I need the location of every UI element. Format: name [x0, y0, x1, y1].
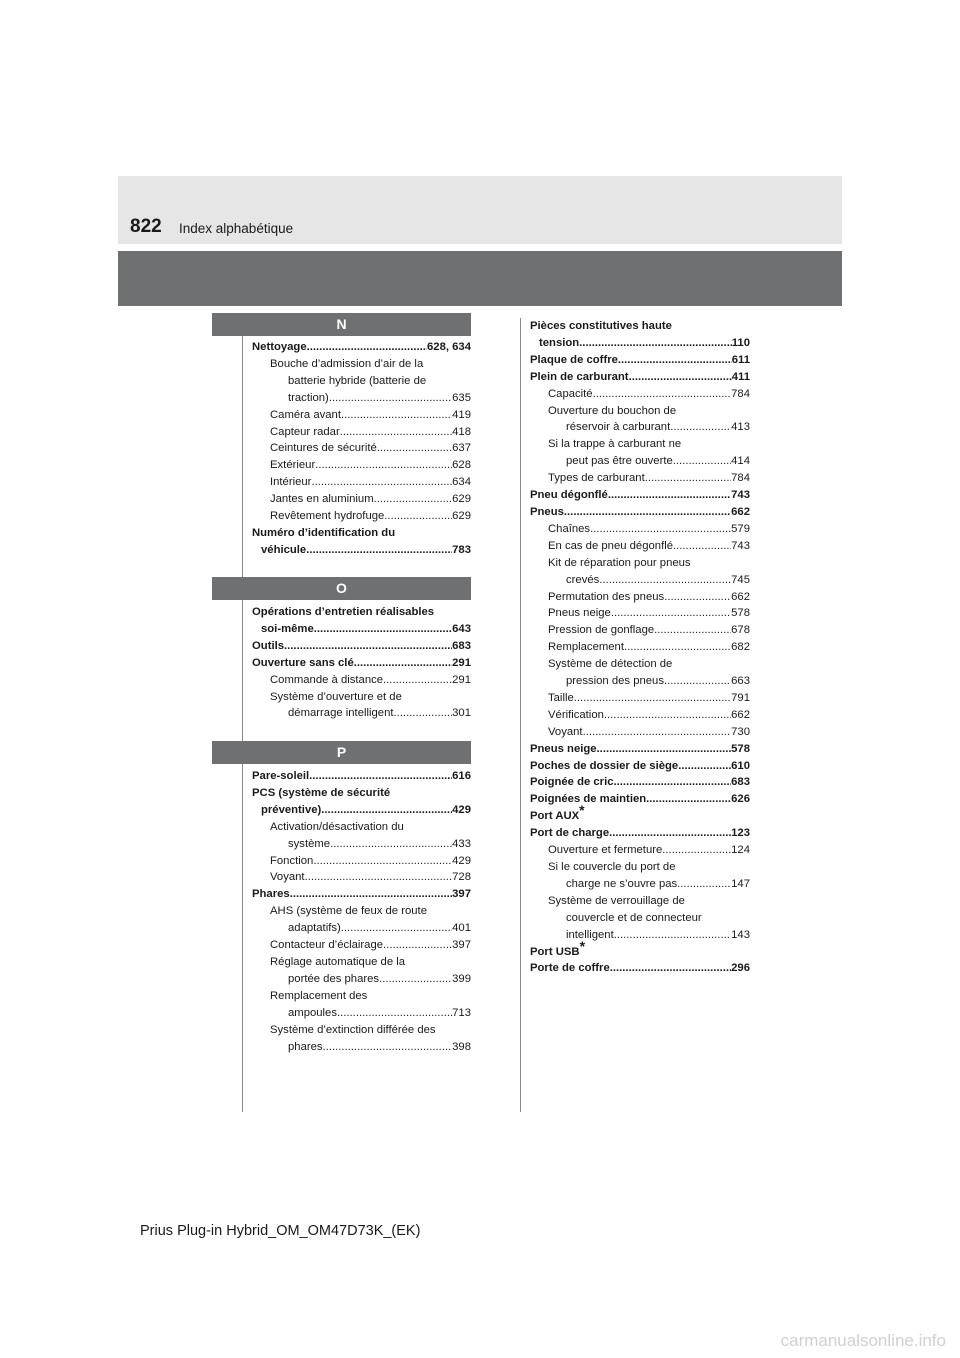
- leader-dots: [579, 335, 732, 352]
- leader-dots: [311, 474, 452, 491]
- leader-dots: [604, 707, 731, 724]
- leader-dots: [678, 758, 731, 775]
- page-ref: 784: [731, 472, 750, 485]
- entry-term: En cas de pneu dégonflé: [548, 539, 673, 552]
- page-ref: 626: [731, 793, 750, 806]
- page-ref: 745: [731, 573, 750, 586]
- entry-term: PCS (système de sécurité: [252, 786, 391, 799]
- index-entry: [530, 937, 750, 961]
- index-subentry: [530, 403, 750, 420]
- leader-dots: [677, 876, 731, 893]
- leader-dots: [614, 927, 731, 944]
- leader-dots: [374, 491, 453, 508]
- page-number: 822: [130, 216, 162, 237]
- page-ref: 743: [731, 539, 750, 552]
- entry-term: pression des pneus: [566, 675, 664, 688]
- page-ref: 301: [452, 707, 471, 720]
- page-ref: 643: [452, 622, 471, 635]
- page-ref: 743: [731, 489, 750, 502]
- entry-term: démarrage intelligent: [288, 707, 394, 720]
- entry-term: Chaînes: [548, 522, 591, 535]
- entry-term: Bouche d’admission d’air de la: [270, 357, 424, 370]
- page-ref: 414: [731, 455, 750, 468]
- entry-term: Extérieur: [270, 459, 316, 472]
- leader-dots: [377, 440, 452, 457]
- leader-dots: [330, 836, 452, 853]
- leader-dots: [315, 457, 452, 474]
- leader-dots: [313, 853, 452, 870]
- index-subentry: [252, 937, 471, 954]
- index-group-p: [252, 768, 471, 1055]
- index-subentry: [252, 988, 471, 1005]
- entry-term: Caméra avant: [270, 408, 341, 421]
- entry-term: Poches de dossier de siège: [530, 759, 679, 772]
- entry-term: Poignée de cric: [530, 776, 614, 789]
- index-subentry: [530, 876, 750, 893]
- index-subentry: [530, 419, 750, 436]
- entry-term: Intérieur: [270, 476, 312, 489]
- leader-dots: [309, 768, 452, 785]
- index-subentry: [530, 622, 750, 639]
- entry-term: Port AUX: [530, 810, 580, 823]
- entry-term: Kit de réparation pour pneus: [548, 556, 691, 569]
- index-subentry: [252, 508, 471, 525]
- leader-dots: [646, 791, 731, 808]
- page-ref: 418: [452, 425, 471, 438]
- entry-term: Opérations d’entretien réalisables: [252, 606, 435, 618]
- page-ref: 662: [731, 505, 750, 518]
- page-ref: 683: [731, 776, 750, 789]
- leader-dots: [583, 724, 732, 741]
- leader-dots: [618, 352, 732, 369]
- entry-term: portée des phares: [288, 972, 380, 985]
- index-subentry: [252, 390, 471, 407]
- entry-term: Outils: [252, 639, 285, 652]
- page-ref: 291: [452, 656, 471, 669]
- index-subentry: [530, 673, 750, 690]
- page-ref: 628, 634: [427, 341, 471, 353]
- entry-term: Nettoyage: [252, 341, 307, 353]
- entry-term: traction): [288, 391, 329, 404]
- index-subentry: [530, 538, 750, 555]
- page-ref: 634: [452, 476, 471, 489]
- leader-dots: [290, 886, 452, 903]
- index-entry: [530, 774, 750, 791]
- leader-dots: [314, 621, 452, 638]
- leader-dots: [645, 470, 731, 487]
- entry-term: Si la trappe à carburant ne: [548, 438, 682, 451]
- page-ref: 411: [731, 370, 750, 383]
- leader-dots: [574, 690, 731, 707]
- entry-term: soi-même: [261, 622, 314, 635]
- page-ref: 629: [452, 493, 471, 506]
- index-subentry: [530, 859, 750, 876]
- page-ref: 783: [452, 543, 471, 556]
- entry-term: Numéro d’identification du: [252, 526, 396, 539]
- entry-term: Port USB: [530, 945, 580, 958]
- entry-term: Remplacement: [548, 641, 624, 654]
- index-subentry: [530, 656, 750, 673]
- index-subentry: [252, 491, 471, 508]
- index-subentry: [252, 672, 471, 689]
- entry-term: Réglage automatique de la: [270, 955, 406, 968]
- page-ref: 413: [731, 421, 750, 434]
- leader-dots: [384, 508, 452, 525]
- entry-term: Fonction: [270, 854, 314, 867]
- entry-term: Pneus: [530, 505, 564, 518]
- entry-term: Ceintures de sécurité: [270, 442, 377, 455]
- entry-term: couvercle et de connecteur: [566, 911, 702, 924]
- index-entry: [530, 758, 750, 775]
- page-ref: 610: [731, 759, 750, 772]
- leader-dots: [624, 639, 731, 656]
- leader-dots: [305, 869, 453, 886]
- footnote-star: *: [579, 937, 586, 954]
- page-ref: 397: [452, 888, 471, 901]
- entry-term: Plaque de coffre: [530, 353, 618, 366]
- page-ref: 635: [452, 391, 471, 404]
- entry-term: Voyant: [270, 871, 305, 884]
- entry-term: peut pas être ouverte: [566, 455, 673, 468]
- leader-dots: [354, 655, 452, 672]
- entry-term: système: [288, 837, 331, 850]
- header-dark-band: [118, 251, 842, 306]
- page-ref: 629: [452, 510, 471, 523]
- page-ref: 143: [731, 928, 750, 941]
- index-entry: [252, 339, 471, 356]
- leader-dots: [610, 960, 731, 977]
- page-ref: 398: [452, 1040, 471, 1053]
- leader-dots: [629, 369, 732, 386]
- entry-term: Ouverture du bouchon de: [548, 404, 677, 417]
- entry-term: Activation/désactivation du: [270, 820, 404, 833]
- entry-term: préventive): [261, 803, 322, 816]
- leader-dots: [664, 673, 731, 690]
- leader-dots: [306, 542, 452, 559]
- index-subentry: [252, 1005, 471, 1022]
- page-ref: 296: [731, 962, 750, 975]
- leader-dots: [337, 1005, 452, 1022]
- leader-dots: [323, 1039, 453, 1056]
- index-subentry: [530, 555, 750, 572]
- letter-header-p: P: [212, 741, 471, 764]
- entry-term: Pneus neige: [548, 607, 611, 620]
- index-entry: [252, 785, 471, 802]
- entry-term: Si le couvercle du port de: [548, 861, 676, 873]
- index-entry: [530, 960, 750, 977]
- entry-term: Pièces constitutives haute: [530, 320, 672, 332]
- index-subentry: [530, 572, 750, 589]
- leader-dots: [564, 504, 731, 521]
- index-subentry: [252, 407, 471, 424]
- index-entry: [252, 542, 471, 559]
- index-subentry: [252, 457, 471, 474]
- index-entry: [530, 504, 750, 521]
- leader-dots: [609, 825, 731, 842]
- entry-term: Pneus neige: [530, 742, 597, 755]
- page-ref: 399: [452, 972, 471, 985]
- index-subentry: [530, 453, 750, 470]
- index-subentry: [530, 521, 750, 538]
- index-entry: [530, 335, 750, 352]
- entry-term: Système d’ouverture et de: [270, 690, 402, 703]
- entry-term: intelligent: [566, 928, 614, 941]
- letter-header-o: O: [212, 577, 471, 600]
- index-entry: [252, 886, 471, 903]
- index-subentry: [252, 836, 471, 853]
- leader-dots: [379, 971, 452, 988]
- index-entry: [252, 768, 471, 785]
- leader-dots: [593, 386, 732, 403]
- index-subentry: [252, 853, 471, 870]
- entry-term: Contacteur d’éclairage: [270, 939, 384, 952]
- entry-term: Porte de coffre: [530, 962, 610, 975]
- footnote-star: *: [579, 802, 585, 819]
- entry-term: batterie hybride (batterie de: [288, 374, 427, 387]
- leader-dots: [340, 424, 452, 441]
- entry-term: Système de détection de: [548, 658, 673, 671]
- entry-term: Revêtement hydrofuge: [270, 510, 385, 523]
- index-subentry: [252, 903, 471, 920]
- leader-dots: [321, 802, 452, 819]
- leader-dots: [664, 589, 731, 606]
- index-entry: [530, 825, 750, 842]
- entry-term: Capacité: [548, 387, 593, 400]
- index-subentry: [252, 474, 471, 491]
- page-ref: 611: [731, 353, 750, 366]
- leader-dots: [662, 842, 731, 859]
- leader-dots: [590, 521, 731, 538]
- page-ref: 682: [731, 641, 750, 654]
- entry-term: AHS (système de feux de route: [270, 905, 427, 918]
- entry-term: Phares: [252, 888, 290, 901]
- entry-term: Permutation des pneus: [548, 590, 665, 603]
- index-subentry: [530, 470, 750, 487]
- entry-term: Ouverture sans clé: [252, 656, 354, 669]
- leader-dots: [307, 339, 427, 356]
- page-ref: 730: [731, 725, 750, 738]
- page-ref: 579: [731, 522, 750, 535]
- index-subentry: [530, 605, 750, 622]
- entry-term: réservoir à carburant: [566, 421, 671, 434]
- index-subentry: [530, 724, 750, 741]
- index-subentry: [530, 589, 750, 606]
- page-ref: 123: [731, 827, 750, 840]
- index-subentry: [530, 927, 750, 944]
- page-ref: 637: [452, 442, 471, 455]
- index-group-o: [252, 604, 471, 722]
- index-entry: [530, 741, 750, 758]
- index-entry: [530, 487, 750, 504]
- index-subentry: [252, 869, 471, 886]
- page-ref: 662: [731, 708, 750, 721]
- entry-term: Plein de carburant: [530, 370, 629, 383]
- entry-term: tension: [539, 336, 580, 349]
- page-ref: 791: [731, 691, 750, 704]
- page-ref: 784: [731, 387, 750, 400]
- leader-dots: [614, 774, 732, 791]
- index-subentry: [252, 971, 471, 988]
- index-entry: [530, 802, 750, 825]
- page-ref: 578: [731, 742, 750, 755]
- index-subentry: [530, 386, 750, 403]
- page-ref: 124: [731, 844, 750, 857]
- entry-term: charge ne s’ouvre pas: [566, 877, 678, 890]
- leader-dots: [670, 419, 731, 436]
- page-ref: 678: [731, 624, 750, 637]
- entry-term: Jantes en aluminium: [270, 493, 374, 506]
- page-ref: 662: [731, 590, 750, 603]
- right-column-rule: [520, 318, 521, 1112]
- page-ref: 397: [452, 939, 471, 952]
- index-subentry: [530, 436, 750, 453]
- index-entry: [530, 791, 750, 808]
- leader-dots: [383, 672, 452, 689]
- index-subentry: [530, 893, 750, 910]
- entry-term: phares: [288, 1040, 323, 1053]
- page-ref: 433: [452, 837, 471, 850]
- page-ref: 728: [452, 871, 471, 884]
- index-subentry: [252, 440, 471, 457]
- entry-term: Vérification: [548, 708, 604, 721]
- index-subentry: [252, 1039, 471, 1056]
- leader-dots: [597, 741, 732, 758]
- entry-term: Pneu dégonflé: [530, 489, 608, 502]
- leader-dots: [673, 453, 731, 470]
- index-subentry: [252, 424, 471, 441]
- entry-term: Remplacement des: [270, 989, 368, 1002]
- leader-dots: [599, 572, 731, 589]
- leader-dots: [673, 538, 731, 555]
- index-entry: [252, 621, 471, 638]
- index-subentry: [252, 373, 471, 390]
- entry-term: Poignées de maintien: [530, 793, 647, 806]
- index-subentry: [252, 356, 471, 373]
- page-ref: 419: [452, 408, 471, 421]
- entry-term: Voyant: [548, 725, 583, 738]
- leader-dots: [394, 705, 453, 722]
- entry-term: Capteur radar: [270, 425, 340, 438]
- leader-dots: [284, 638, 452, 655]
- entry-term: Ouverture et fermeture: [548, 844, 663, 857]
- page-ref: 628: [452, 459, 471, 472]
- entry-term: Pression de gonflage: [548, 624, 655, 637]
- section-title: Index alphabétique: [179, 221, 294, 236]
- index-group-right: [530, 318, 750, 977]
- page-ref: 401: [452, 922, 471, 935]
- entry-term: Types de carburant: [548, 472, 645, 485]
- entry-term: adaptatifs): [288, 922, 341, 935]
- index-entry: [252, 802, 471, 819]
- index-entry: [252, 638, 471, 655]
- index-entry: [252, 655, 471, 672]
- leader-dots: [329, 390, 452, 407]
- entry-term: crevés: [566, 573, 600, 586]
- leader-dots: [341, 920, 452, 937]
- leader-dots: [341, 407, 452, 424]
- entry-term: Pare-soleil: [252, 770, 310, 782]
- footer-doc-id: Prius Plug-in Hybrid_OM_OM47D73K_(EK): [140, 1223, 421, 1239]
- page-ref: 713: [452, 1006, 471, 1019]
- leader-dots: [608, 487, 731, 504]
- page-ref: 429: [452, 803, 471, 816]
- index-subentry: [252, 689, 471, 706]
- index-subentry: [530, 690, 750, 707]
- leader-dots: [611, 605, 731, 622]
- index-entry: [252, 525, 471, 542]
- index-subentry: [252, 705, 471, 722]
- page-ref: 578: [731, 607, 750, 620]
- leader-dots: [383, 937, 452, 954]
- entry-term: Port de charge: [530, 827, 610, 840]
- leader-dots: [654, 622, 731, 639]
- entry-term: ampoules: [288, 1006, 337, 1019]
- index-subentry: [530, 707, 750, 724]
- page-ref: 147: [731, 877, 750, 890]
- index-subentry: [252, 954, 471, 971]
- index-entry: [530, 318, 750, 335]
- index-subentry: [530, 910, 750, 927]
- index-subentry: [252, 1022, 471, 1039]
- page-ref: 291: [452, 673, 471, 686]
- page-ref: 663: [731, 675, 750, 688]
- index-entry: [252, 604, 471, 621]
- index-subentry: [252, 920, 471, 937]
- letter-header-n: N: [212, 313, 471, 336]
- index-entry: [530, 352, 750, 369]
- entry-term: Système d’extinction différée des: [270, 1023, 436, 1036]
- entry-term: Taille: [548, 691, 574, 704]
- index-subentry: [252, 819, 471, 836]
- entry-term: Commande à distance: [270, 673, 384, 686]
- index-group-n: [252, 339, 471, 559]
- page-ref: 616: [452, 770, 471, 782]
- page-ref: 429: [452, 854, 471, 867]
- index-entry: [530, 369, 750, 386]
- entry-term: Système de verrouillage de: [548, 894, 685, 907]
- index-subentry: [530, 639, 750, 656]
- page-ref: 110: [731, 336, 750, 349]
- index-subentry: [530, 842, 750, 859]
- left-column-rule: [242, 334, 243, 1112]
- entry-term: véhicule: [261, 543, 307, 556]
- watermark: carmanualsonline.info: [780, 1331, 946, 1350]
- page-ref: 683: [452, 639, 471, 652]
